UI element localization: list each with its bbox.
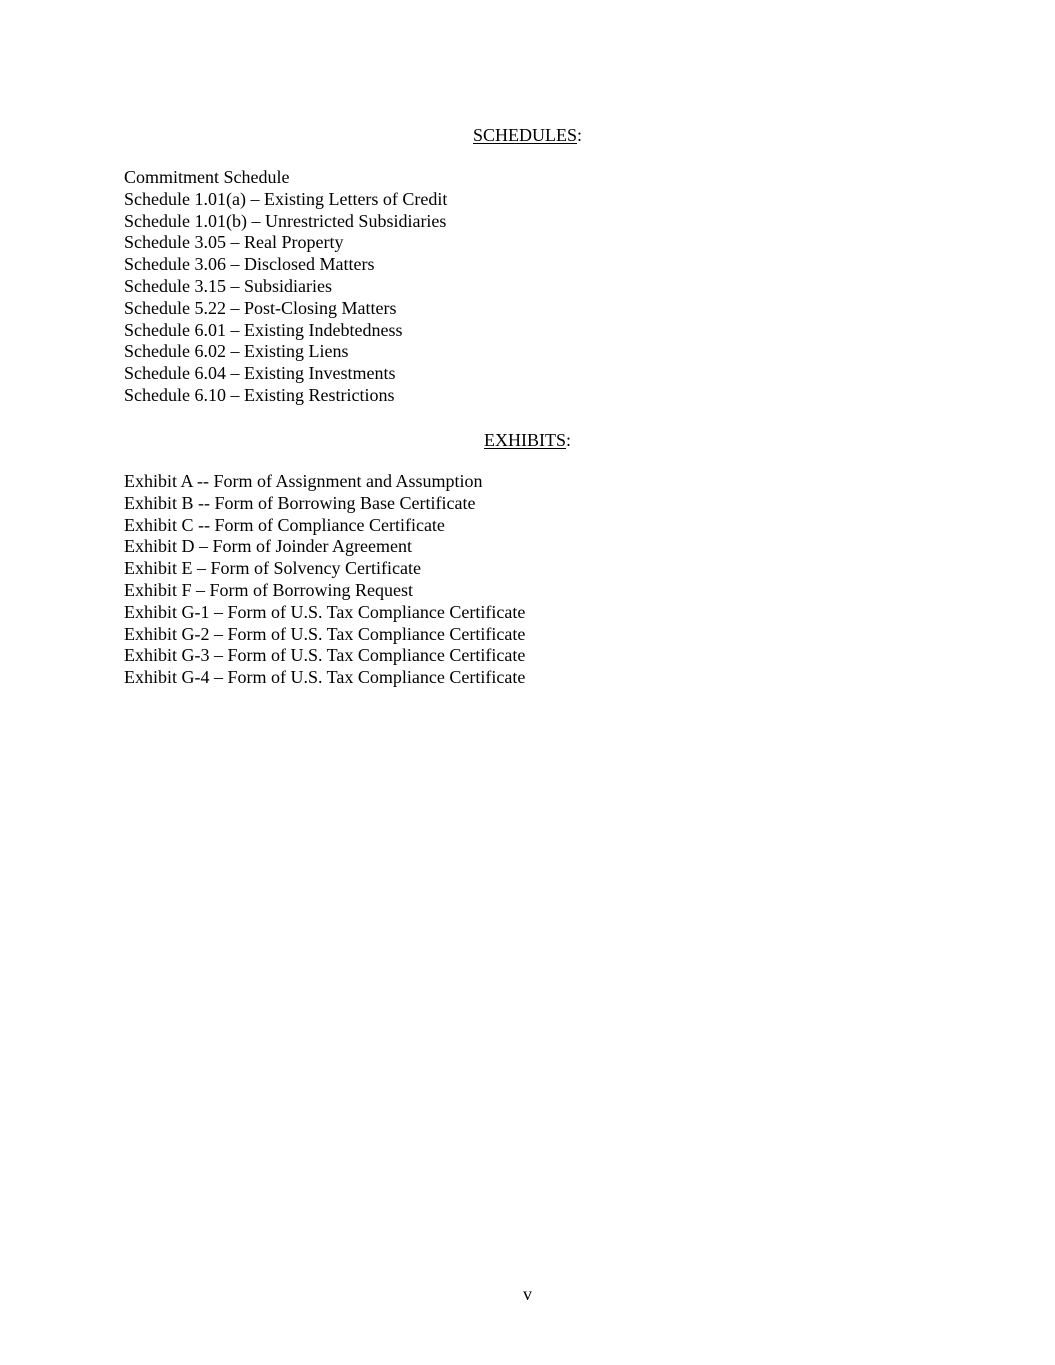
schedule-item: Schedule 6.01 – Existing Indebtedness [124, 319, 403, 340]
schedules-heading [0, 124, 1055, 146]
exhibit-item: Exhibit G-2 – Form of U.S. Tax Compliance Certificate [124, 623, 526, 644]
exhibits-heading-colon: : [565, 430, 571, 450]
schedule-item: Schedule 6.10 – Existing Restrictions [124, 384, 395, 405]
schedule-item: Commitment Schedule [124, 167, 290, 187]
exhibit-item: Exhibit G-1 – Form of U.S. Tax Compliance Certificate [124, 601, 526, 622]
page-number: v [523, 1284, 532, 1304]
schedule-item: Schedule 6.04 – Existing Investments [124, 363, 396, 384]
exhibit-item: Exhibit C -- Form of Compliance Certificate [124, 514, 445, 535]
schedule-item: Schedule 5.22 – Post-Closing Matters [124, 297, 397, 318]
exhibits-heading [0, 429, 1055, 451]
exhibits-heading-text: EXHIBITS [483, 430, 566, 450]
schedule-item: Schedule 3.06 – Disclosed Matters [124, 254, 375, 275]
schedule-item: Schedule 3.15 – Subsidiaries [124, 275, 332, 296]
schedules-list [124, 167, 447, 407]
exhibit-item: Exhibit D – Form of Joinder Agreement [124, 536, 412, 557]
schedule-item: Schedule 1.01(a) – Existing Letters of Credit [124, 188, 448, 209]
exhibit-item: Exhibit A -- Form of Assignment and Assumption [124, 471, 483, 491]
exhibit-item: Exhibit G-3 – Form of U.S. Tax Compliance Certificate [124, 645, 526, 666]
exhibit-item: Exhibit B -- Form of Borrowing Base Certificate [124, 492, 476, 513]
schedules-heading-colon: : [577, 125, 583, 145]
schedule-item: Schedule 3.05 – Real Property [124, 232, 344, 253]
exhibit-item: Exhibit E – Form of Solvency Certificate [124, 558, 421, 579]
exhibit-item: Exhibit F – Form of Borrowing Request [124, 579, 413, 600]
exhibit-item: Exhibit G-4 – Form of U.S. Tax Compliance Certificate [124, 667, 526, 688]
schedule-item: Schedule 6.02 – Existing Liens [124, 341, 349, 362]
exhibits-list [124, 471, 525, 689]
schedule-item: Schedule 1.01(b) – Unrestricted Subsidiaries [124, 210, 447, 231]
schedules-heading-text: SCHEDULES [472, 125, 577, 145]
